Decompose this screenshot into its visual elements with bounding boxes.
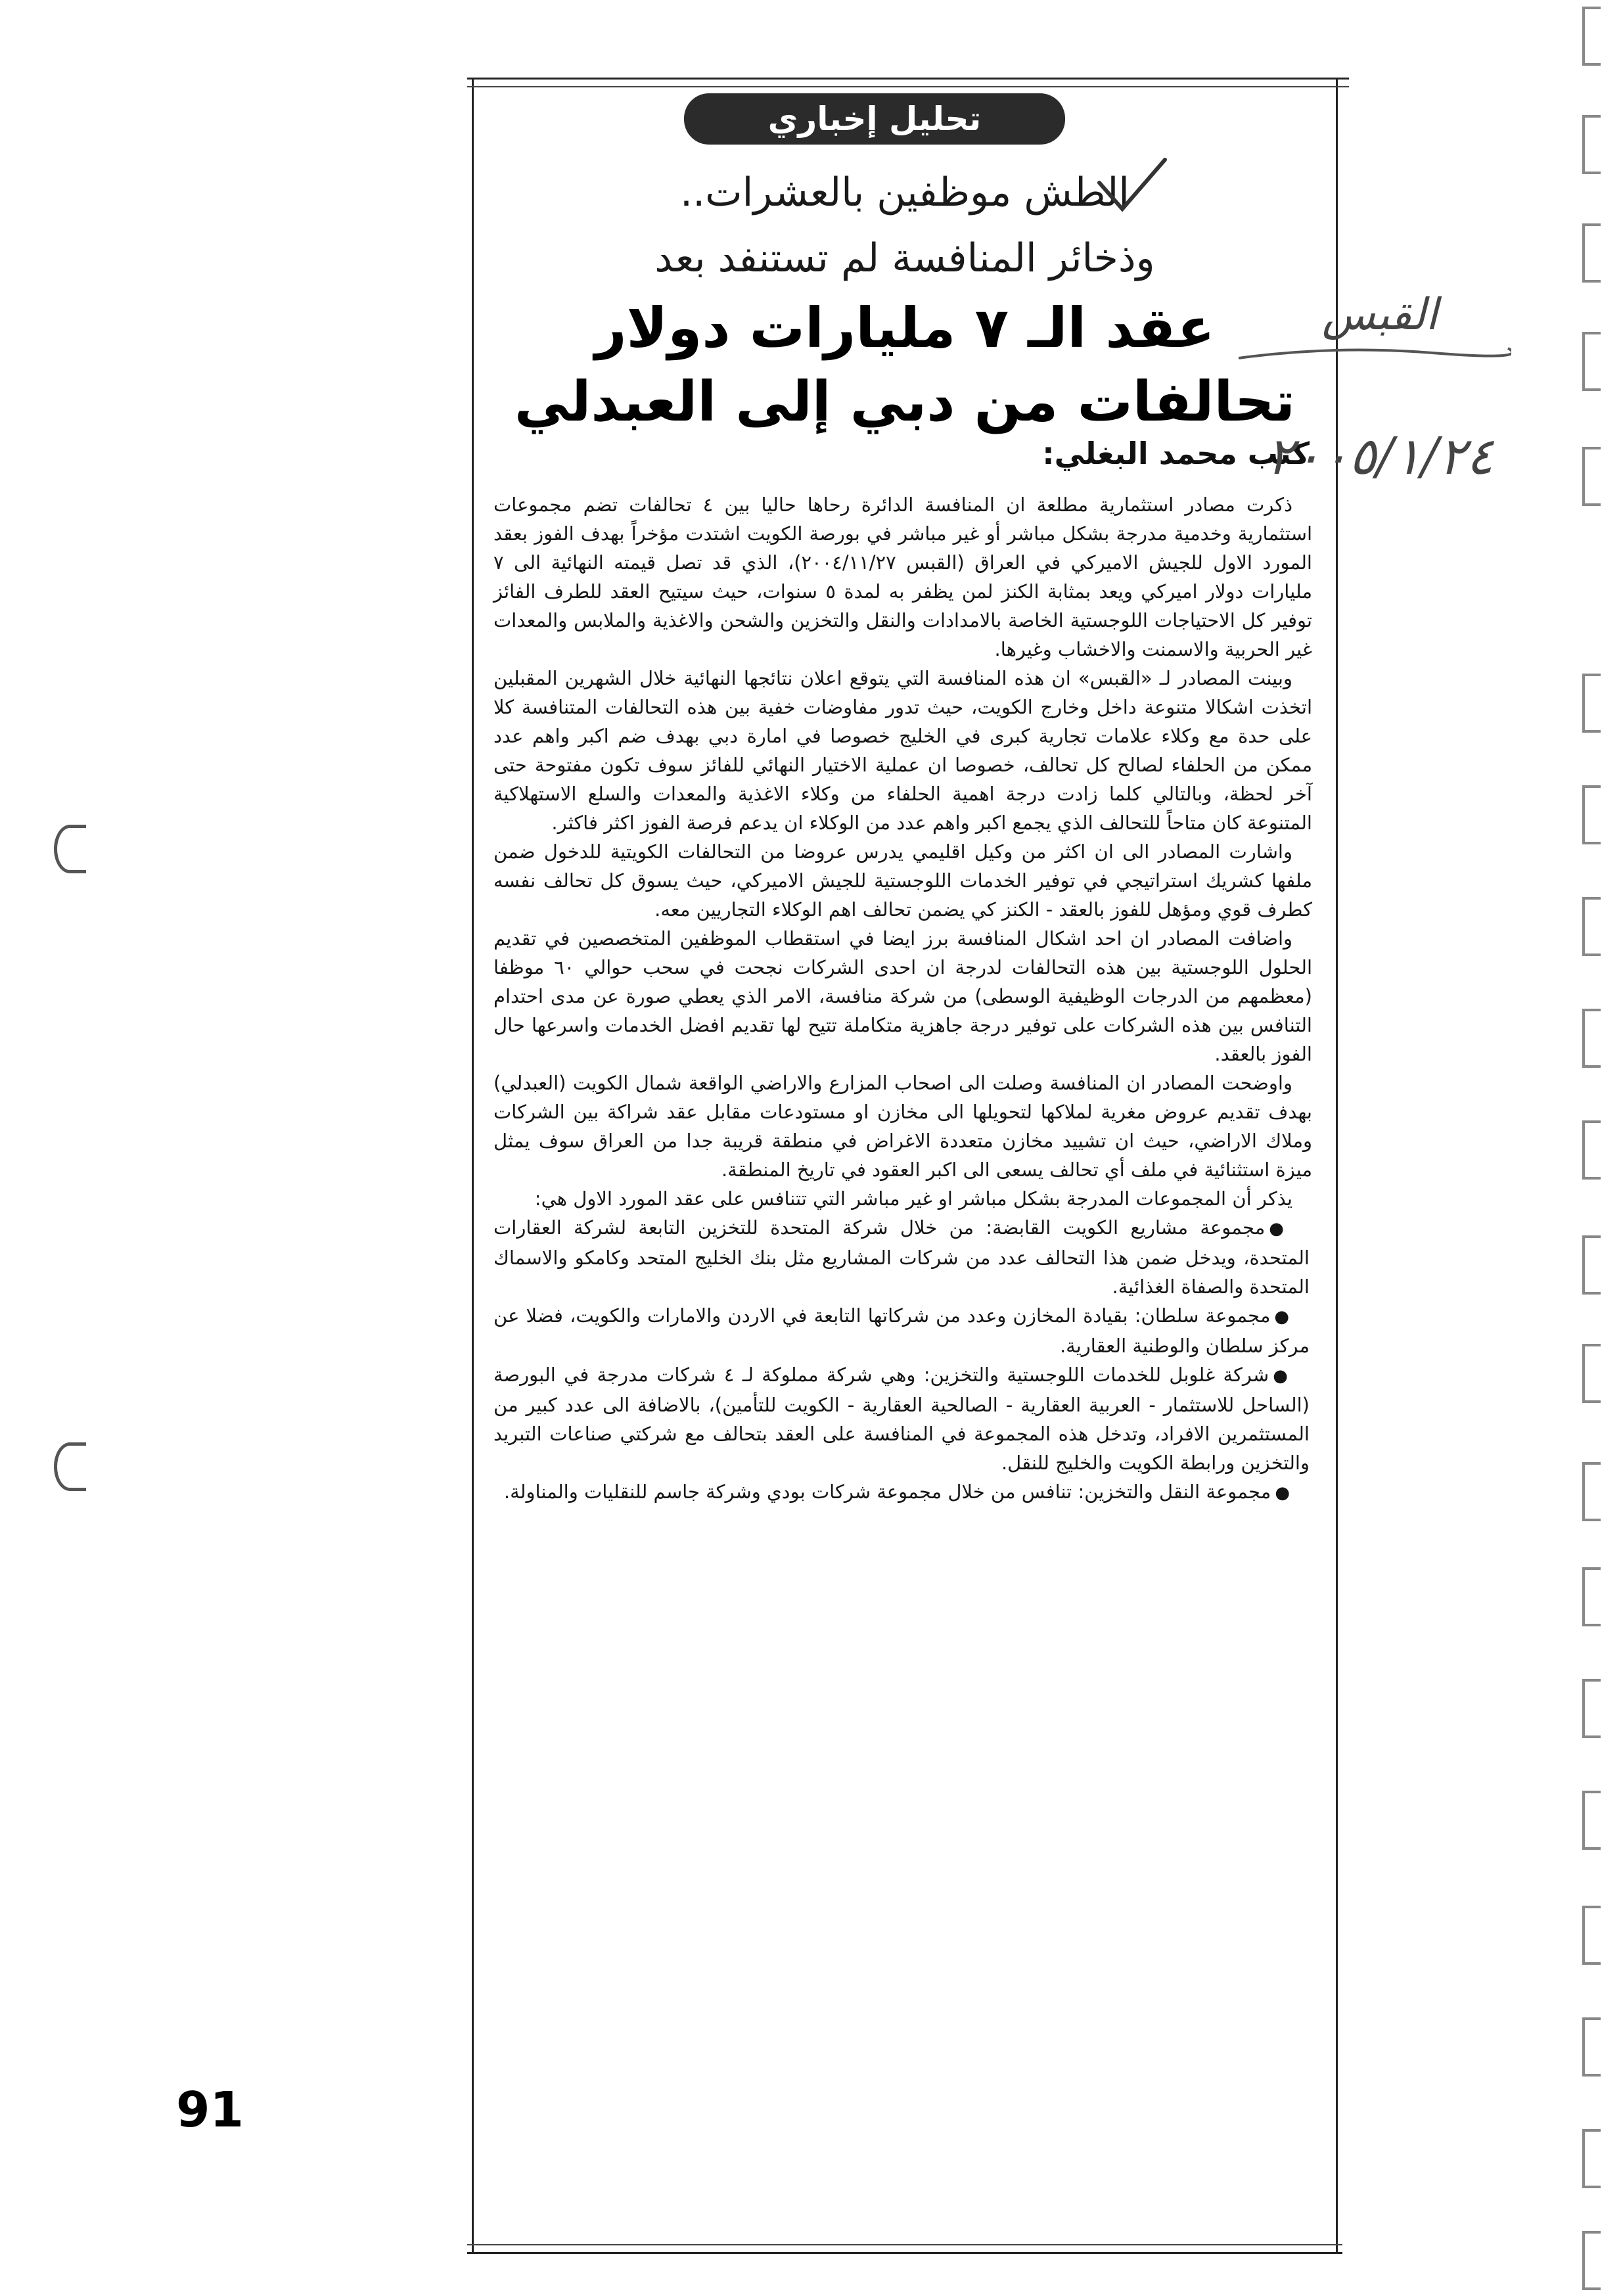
paragraph-4: واضافت المصادر ان احد اشكال المنافسة برز ايضا في استقطاب الموظفين المتخصصين في تقديم الحلول اللوجستية بين هذه التحالفات لدرجة ان احدى الشركات نجحت في سحب حوالي ٦٠ موظفا (معظمهم من الدرجات الوظيفية الوسطى) من شركة منافسة، الامر الذي يعطي صورة عن مدى احتدام التنافس بين هذه الشركات على توفير درجة جاهزية متكاملة تتيح لها تقديم افضل الخدمات واسرعها حال الفوز بالعقد. [493, 927, 1312, 1065]
bullet-item [493, 1477, 1312, 1507]
bullet-dot-icon: ● [1274, 1307, 1290, 1327]
binder-ring-mark [1582, 1791, 1601, 1850]
bullet-text: شركة غلوبل للخدمات اللوجستية والتخزين: وهي شركة مملوكة لـ ٤ شركات مدرجة في البورصة (الساحل للاستثمار - العربية العقارية - الصالحية العقارية - الكويت للتأمين)، بالاضافة الى عدد كبير من المستثمرين الافراد، وتدخل هذه المجموعة في المنافسة على العقد بتحالف مع شركتي صناعات التبريد والتخزين ورابطة الكويت والخليج للنقل. [493, 1364, 1310, 1474]
binder-ring-mark [1582, 332, 1601, 391]
paragraph-1: ذكرت مصادر استثمارية مطلعة ان المنافسة الدائرة رحاها حاليا بين ٤ تحالفات تضم مجموعات استثمارية وخدمية مدرجة بشكل مباشر أو غير مباشر في بورصة الكويت اشتدت مؤخراً بهدف الفوز بعقد المورد الاول للجيش الاميركي في العراق (القبس ٢٠٠٤/١١/٢٧)، الذي قد تصل قيمته النهائية الى ٧ مليارات دولار اميركي ويعد بمثابة الكنز لمن يظفر به لمدة ٥ سنوات، حيث سيتيح العقد للطرف الفائز توفير كل الاحتياجات اللوجستية الخاصة بالامدادات والنقل والتخزين والشحن والاغذية والملابس والمعدات غير الحربية والاسمنت والاخشاب وغيرها. [493, 494, 1312, 660]
page-number: 91 [176, 2082, 244, 2138]
binder-ring-mark [1582, 2129, 1601, 2188]
headline [493, 160, 1316, 438]
article-body [493, 490, 1312, 1507]
bottom-border-rule [467, 2244, 1342, 2254]
binder-ring-mark [1582, 1462, 1601, 1521]
bullet-item [493, 1360, 1312, 1477]
bullet-dot-icon: ● [1275, 1483, 1290, 1503]
binder-ring-mark [1582, 2017, 1601, 2077]
binder-ring-mark [1582, 897, 1601, 956]
bullet-dot-icon: ● [1273, 1366, 1290, 1386]
headline-line-4: تحالفات من دبي إلى العبدلي [514, 369, 1296, 434]
bullet-dot-icon: ● [1269, 1219, 1290, 1239]
binder-ring-mark [1582, 1344, 1601, 1403]
top-border-rule [467, 78, 1349, 87]
section-label: تحليل إخباري [767, 100, 982, 138]
binder-ring-mark [1582, 1120, 1601, 1180]
binder-ring-mark [1582, 1009, 1601, 1068]
headline-line-3: عقد الـ ٧ مليارات دولار [595, 296, 1215, 360]
checkmark-icon [1096, 156, 1168, 216]
headline-line-2: وذخائر المنافسة لم تستنفد بعد [654, 235, 1155, 281]
bullet-text: مجموعة مشاريع الكويت القابضة: من خلال شركة المتحدة للتخزين التابعة لشركة العقارات المتحدة، ويدخل ضمن هذا التحالف عدد من شركات المشاريع مثل بنك الخليج المتحد وكامكو والاسماك المتحدة والصفاة الغذائية. [493, 1216, 1310, 1298]
binder-ring-mark [1582, 674, 1601, 733]
headline-line-1: الطش موظفين بالعشرات.. [680, 170, 1130, 216]
newspaper-clipping [472, 78, 1338, 2254]
handwritten-source-note: القبس [1322, 289, 1438, 340]
paragraph-6: يذكر أن المجموعات المدرجة بشكل مباشر او غير مباشر التي تتنافس على عقد المورد الاول هي: [534, 1187, 1292, 1210]
bullet-text: مجموعة سلطان: بقيادة المخازن وعدد من شركاتها التابعة في الاردن والامارات والكويت، فضلا عن مركز سلطان والوطنية العقارية. [493, 1304, 1310, 1357]
binder-ring-mark [1582, 785, 1601, 844]
bullet-text: مجموعة النقل والتخزين: تنافس من خلال مجموعة شركات بودي وشركة جاسم للنقليات والمناولة. [503, 1481, 1271, 1503]
binder-ring-mark [1582, 7, 1601, 66]
binder-ring-mark [1582, 1235, 1601, 1295]
binder-ring-mark [1582, 2231, 1601, 2290]
section-banner [684, 93, 1065, 145]
paragraph-3: واشارت المصادر الى ان اكثر من وكيل اقليمي يدرس عروضا من التحالفات الكويتية للدخول ضمن ملفها كشريك استراتيجي في توفير الخدمات اللوجستية للجيش الاميركي، حيث يسوق كل تحالف نفسه كطرف قوي ومؤهل للفوز بالعقد - الكنز كي يضمن تحالف اهم الوكلاء التجاريين معه. [493, 840, 1312, 921]
binder-ring-mark [1582, 447, 1601, 506]
binder-ring-mark [1582, 1567, 1601, 1626]
bullet-item [493, 1301, 1312, 1360]
byline: كتب محمد البغلي: [1042, 436, 1310, 471]
binder-ring-mark [1582, 1906, 1601, 1965]
bullet-item [493, 1213, 1312, 1301]
paragraph-2: وبينت المصادر لـ «القبس» ان هذه المنافسة التي يتوقع اعلان نتائجها النهائية خلال الشهرين المقبلين اتخذت اشكالا متنوعة داخل وخارج الكويت، حيث تدور مفاوضات خفية بين هذه التحالفات المتنافسة كلا على حدة مع وكلاء علامات تجارية كبرى في الخليج خصوصا في امارة دبي بهدف ضم اكبر واهم عدد ممكن من الحلفاء لصالح كل تحالف، خصوصا ان عملية الاختيار النهائي للفائز سوف تكون مفتوحة حتى آخر لحظة، وبالتالي كلما زادت درجة اهمية الحلفاء من وكلاء الاغذية والمعدات والسلع الاستهلاكية المتنوعة كان متاحاً للتحالف الذي يجمع اكبر واهم عدد من الوكلاء ان يدعم فرصة الفوز اكثر فاكثر. [493, 667, 1312, 834]
punch-hole [54, 1442, 86, 1491]
binder-ring-mark [1582, 223, 1601, 283]
paragraph-5: واوضحت المصادر ان المنافسة وصلت الى اصحاب المزارع والاراضي الواقعة شمال الكويت (العبدلي) بهدف تقديم عروض مغرية لملاكها لتحويلها الى مخازن او مستودعات مقابل عقد شراكة بين الشركات وملاك الاراضي، حيث ان تشييد مخازن متعددة الاغراض في منطقة قريبة جدا من العراق سوف يمثل ميزة استثنائية في ملف أي تحالف يسعى الى اكبر العقود في تاريخ المنطقة. [493, 1072, 1312, 1181]
punch-hole [54, 825, 86, 873]
handwritten-underline [1235, 338, 1511, 365]
binder-ring-mark [1582, 1679, 1601, 1738]
handwritten-date: ٢٠٠٥/١/٢٤ [1266, 427, 1494, 486]
binder-ring-mark [1582, 115, 1601, 174]
